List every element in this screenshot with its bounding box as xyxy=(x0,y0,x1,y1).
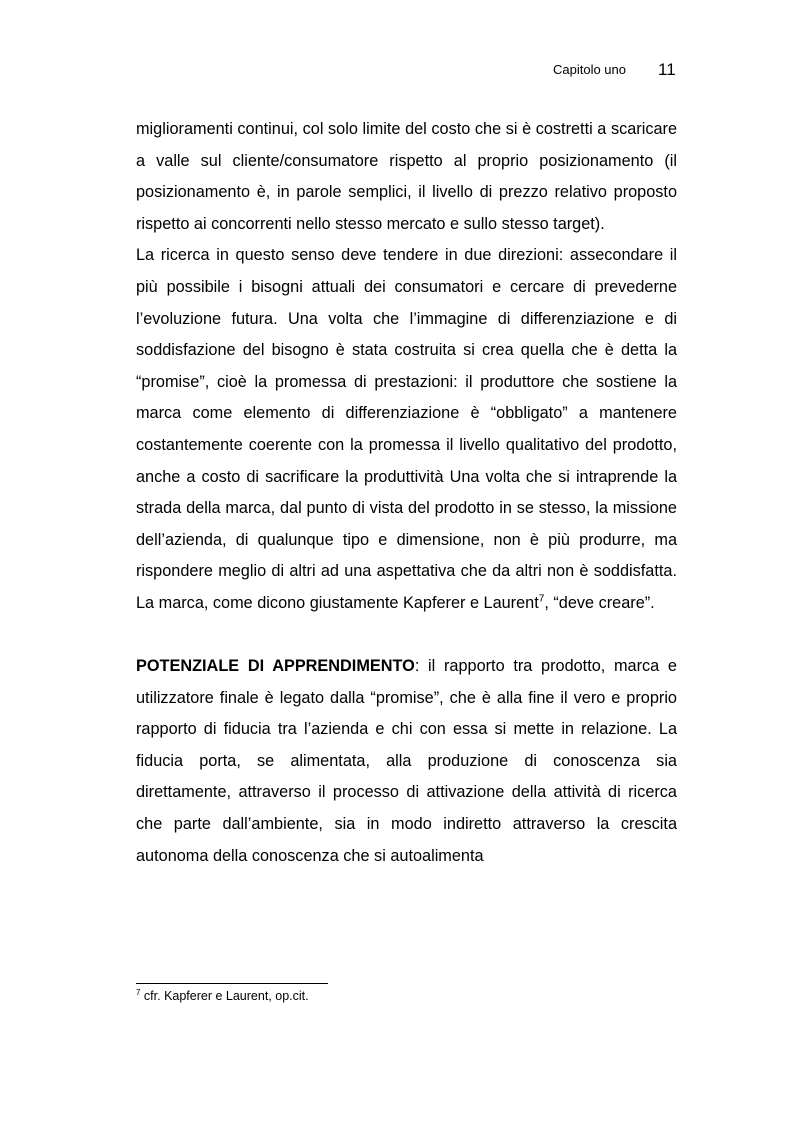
paragraph-2-text: La ricerca in questo senso deve tendere in due direzioni: assecondare il più possibile i bisogni attuali dei consumatori e cercare di prevederne l’evoluzione futura. Una volta che l’immagine di differenziazione e di soddisfazione del bisogno è stata costruita si crea quella che è detta la “promise”, cioè la promessa di prestazioni: il produttore che sostiene la marca come elemento di differenziazione è “obbligato” a mantenere costantemente coerente con la promessa il livello qualitativo del prodotto, anche a costo di sacrificare la produttività Una volta che si intraprende la strada della marca, dal punto di vista del prodotto in se stesso, la missione dell’azienda, di qualunque tipo e dimensione, non è più produrre, ma rispondere meglio di altri ad una aspettativa che da altri non è soddisfatta. La marca, come dicono giustamente Kapferer e Laurent xyxy=(136,246,677,612)
paragraph-3-text: : il rapporto tra prodotto, marca e utilizzatore finale è legato dalla “promise”, che è alla fine il vero e proprio rapporto di fiducia tra l’azienda e chi con essa si mette in relazione. La fiducia porta, se alimentata, alla produzione di conoscenza sia direttamente, attraverso il processo di attivazione della attività di ricerca che parte dall’ambiente, sia in modo indiretto attraverso la crescita autonoma della conoscenza che si autoalimenta xyxy=(136,657,677,865)
paragraph-2-end: , “deve creare”. xyxy=(544,593,655,612)
footnote-number: 7 xyxy=(136,987,141,997)
section-heading: POTENZIALE DI APPRENDIMENTO xyxy=(136,657,415,676)
footnote xyxy=(136,989,309,1003)
paragraph-gap xyxy=(136,620,677,652)
footnote-text: cfr. Kapferer e Laurent, op.cit. xyxy=(140,989,309,1003)
chapter-title: Capitolo uno xyxy=(553,62,626,77)
body-text xyxy=(136,114,677,872)
footnote-reference: 7 xyxy=(538,593,545,605)
page-number: 11 xyxy=(658,60,676,79)
paragraph-3 xyxy=(136,651,677,872)
paragraph-1: miglioramenti continui, col solo limite del costo che si è costretti a scaricare a valle sul cliente/consumatore rispetto al proprio posizionamento (il posizionamento è, in parole semplici, il livello di prezzo relativo proposto rispetto ai concorrenti nello stesso mercato e sullo stesso target). xyxy=(136,120,677,233)
page-header xyxy=(0,58,793,82)
footnote-separator xyxy=(136,983,328,984)
paragraph-2 xyxy=(136,240,677,619)
